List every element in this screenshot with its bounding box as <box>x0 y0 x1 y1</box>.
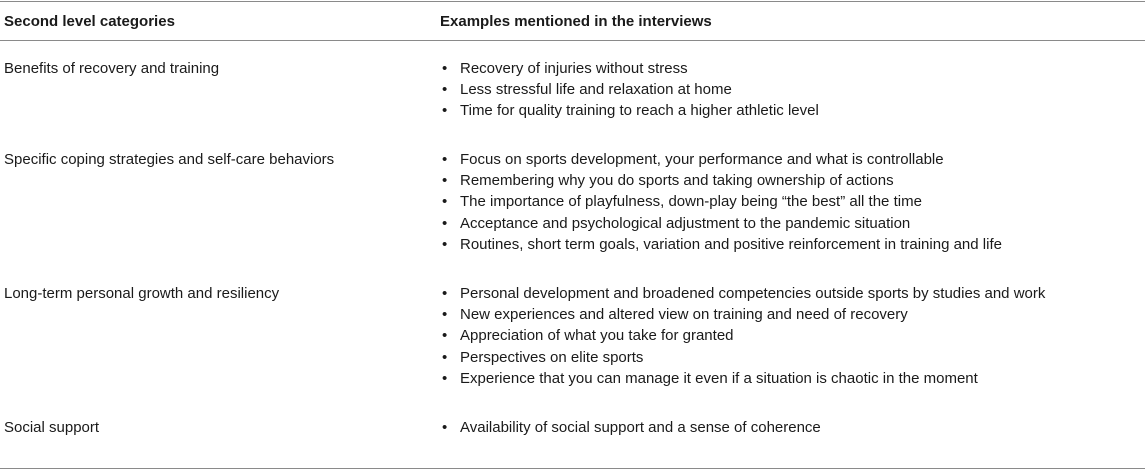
example-text: Focus on sports development, your performance and what is controllable <box>460 151 944 168</box>
list-item <box>440 325 1045 346</box>
bullet-icon: • <box>442 102 448 120</box>
example-text: Experience that you can manage it even if a situation is chaotic in the moment <box>460 369 978 387</box>
bullet-icon: • <box>442 306 448 324</box>
bullet-icon: • <box>442 172 448 190</box>
bullet-icon: • <box>442 151 448 168</box>
example-text: Routines, short term goals, variation and positive reinforcement in training and life <box>460 235 1002 253</box>
examples-list <box>440 149 1002 255</box>
bullet-icon: • <box>442 81 448 99</box>
list-item <box>440 283 1045 304</box>
bullet-icon: • <box>442 235 448 253</box>
table-header-row <box>0 12 1145 36</box>
examples-list <box>440 283 1045 389</box>
example-text: Appreciation of what you take for granted <box>460 327 734 345</box>
list-item <box>440 368 1045 389</box>
bullet-icon: • <box>442 419 448 436</box>
table-header-rule <box>0 40 1145 41</box>
list-item <box>440 170 1002 191</box>
table-bottom-rule <box>0 468 1145 469</box>
category-cell: Specific coping strategies and self-care behaviors <box>4 151 335 168</box>
bullet-icon: • <box>442 327 448 345</box>
example-text: The importance of playfulness, down-play being “the best” all the time <box>460 193 922 211</box>
list-item <box>440 58 819 79</box>
list-item <box>440 304 1045 325</box>
example-text: Recovery of injuries without stress <box>460 60 688 77</box>
list-item <box>440 213 1002 234</box>
bullet-icon: • <box>442 60 448 77</box>
list-item <box>440 234 1002 255</box>
list-item <box>440 417 821 438</box>
header-examples: Examples mentioned in the interviews <box>440 13 712 30</box>
example-text: Remembering why you do sports and taking ownership of actions <box>460 172 894 190</box>
list-item <box>440 149 1002 170</box>
table-top-rule <box>0 1 1145 2</box>
list-item <box>440 79 819 100</box>
category-cell: Long-term personal growth and resiliency <box>4 285 280 302</box>
example-text: Time for quality training to reach a higher athletic level <box>460 102 819 120</box>
category-cell: Benefits of recovery and training <box>4 60 220 77</box>
example-text: New experiences and altered view on training and need of recovery <box>460 306 908 324</box>
list-item <box>440 191 1002 212</box>
bullet-icon: • <box>442 285 448 302</box>
bullet-icon: • <box>442 193 448 211</box>
list-item <box>440 100 819 121</box>
example-text: Less stressful life and relaxation at home <box>460 81 732 99</box>
example-text: Availability of social support and a sense of coherence <box>460 419 821 436</box>
examples-list <box>440 58 819 122</box>
bullet-icon: • <box>442 369 448 387</box>
bullet-icon: • <box>442 348 448 366</box>
examples-list <box>440 417 821 438</box>
header-second-level-categories: Second level categories <box>4 13 175 30</box>
example-text: Perspectives on elite sports <box>460 348 644 366</box>
example-text: Personal development and broadened competencies outside sports by studies and work <box>460 285 1046 302</box>
bullet-icon: • <box>442 214 448 232</box>
example-text: Acceptance and psychological adjustment to the pandemic situation <box>460 214 911 232</box>
category-cell: Social support <box>4 419 100 436</box>
list-item <box>440 347 1045 368</box>
